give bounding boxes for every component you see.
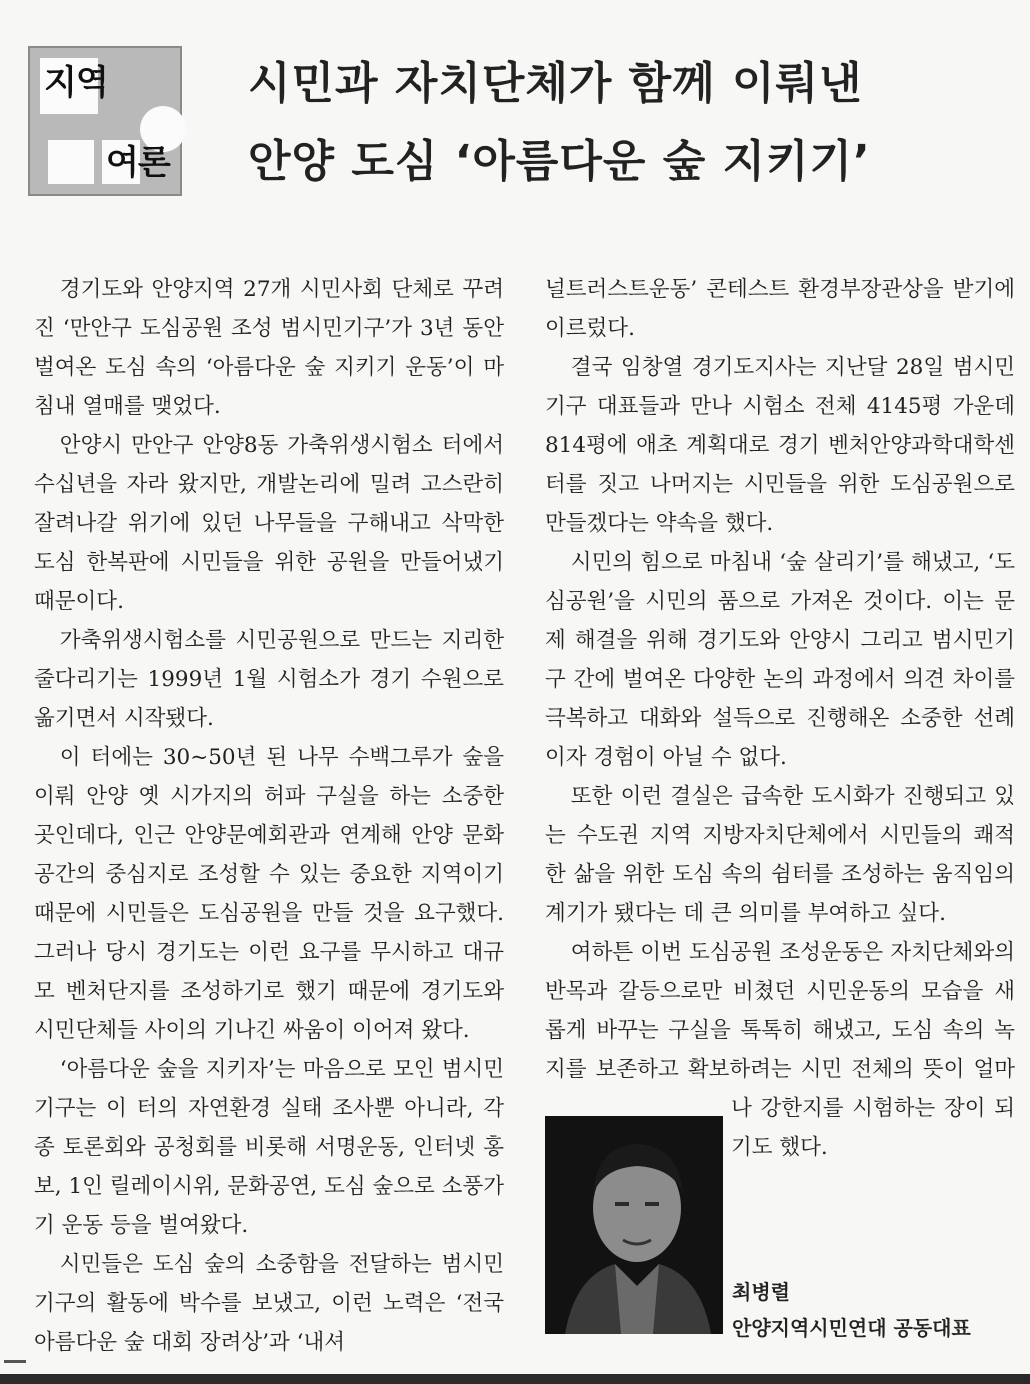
author-title: 안양지역시민연대 공동대표	[732, 1316, 971, 1340]
headline-line-1: 시민과 자치단체가 함께 이뤄낸	[248, 58, 863, 109]
headline-line-2: 안양 도심 ‘아름다운 숲 지키기’	[248, 136, 871, 187]
badge-line-1: 지역	[44, 63, 108, 103]
article-paragraph: 안양시 만안구 안양8동 가축위생시험소 터에서 수십년을 자라 왔지만, 개발논리에 밀려 고스란히 잘려나갈 위기에 있던 나무들을 구해내고 삭막한 도심 한복판에 시민들을 위한 공원을 만들어냈기 때문이다.	[34, 433, 504, 614]
author-name: 최병렬	[732, 1280, 790, 1304]
article-paragraph: 가축위생시험소를 시민공원으로 만드는 지리한 줄다리기는 1999년 1월 시험소가 경기 수원으로 옮기면서 시작됐다.	[34, 628, 504, 731]
article-paragraph: 또한 이런 결실은 급속한 도시화가 진행되고 있는 수도권 지역 지방자치단체에서 시민들의 쾌적한 삶을 위한 도심 속의 쉼터를 조성하는 움직임의 계기가 됐다는 데 큰 의미를 부여하고 싶다.	[545, 784, 1015, 926]
article-paragraph-text: 여하튼 이번 도심공원 조성운동은 자치단체와의 반목과 갈등으로만 비쳤던 시민운동의 모습을 새롭게 바꾸는 구실을 톡톡히 해냈고, 도심 속의 녹지를 보존하고 확보하려는 시민 전체의 뜻이 얼마나 강한지를 시험하는 장이 되기도 했다.	[545, 940, 1015, 1160]
article-paragraph: ‘아름다운 숲을 지키자’는 마음으로 모인 범시민기구는 이 터의 자연환경 실태 조사뿐 아니라, 각종 토론회와 공청회를 비롯해 서명운동, 인터넷 홍보, 1인 릴레이시위, 문화공연, 도심 숲으로 소풍가기 운동 등을 벌여왔다.	[34, 1057, 504, 1238]
author-byline	[732, 1274, 971, 1346]
article-paragraph: 시민의 힘으로 마침내 ‘숲 살리기’를 해냈고, ‘도심공원’을 시민의 품으로 가져온 것이다. 이는 문제 해결을 위해 경기도와 안양시 그리고 범시민기구 간에 벌여온 다양한 논의 과정에서 의견 차이를 극복하고 대화와 설득으로 진행해온 소중한 선례이자 경험이 아닐 수 없다.	[545, 550, 1015, 770]
badge-square-decor	[48, 140, 94, 184]
author-photo-image	[545, 1116, 723, 1334]
article-paragraph: 시민들은 도심 숲의 소중함을 전달하는 범시민기구의 활동에 박수를 보냈고, 이런 노력은 ‘전국 아름다운 숲 대회 장려상’과 ‘내셔	[34, 1252, 504, 1355]
badge-line-2: 여론	[106, 143, 170, 183]
article-paragraph: 경기도와 안양지역 27개 시민사회 단체로 꾸려진 ‘만안구 도심공원 조성 범시민기구’가 3년 동안 벌여온 도심 속의 ‘아름다운 숲 지키기 운동’이 마침내 열매를 맺었다.	[34, 277, 504, 419]
article-paragraph-continued: 널트러스트운동’ 콘테스트 환경부장관상을 받기에 이르렀다.	[545, 277, 1015, 341]
article-paragraph: 결국 임창열 경기도지사는 지난달 28일 범시민기구 대표들과 만나 시험소 전체 4145평 가운데 814평에 애초 계획대로 경기 벤처안양과학대학센터를 짓고 나머지는 시민들을 위한 도심공원으로 만들겠다는 약속을 했다.	[545, 355, 1015, 536]
page-mark	[4, 1360, 26, 1363]
author-photo	[545, 1116, 723, 1334]
bottom-rule	[0, 1374, 1030, 1384]
article-column-left	[34, 270, 504, 1362]
article-paragraph: 이 터에는 30~50년 된 나무 수백그루가 숲을 이뤄 안양 옛 시가지의 허파 구실을 하는 소중한 곳인데다, 인근 안양문예회관과 연계해 안양 문화공간의 중심지로 조성할 수 있는 중요한 지역이기 때문에 시민들은 도심공원을 만들 것을 요구했다. 그러나 당시 경기도는 이런 요구를 무시하고 대규모 벤처단지를 조성하기로 했기 때문에 경기도와 시민단체들 사이의 기나긴 싸움이 이어져 왔다.	[34, 745, 504, 1043]
section-badge	[28, 46, 182, 196]
